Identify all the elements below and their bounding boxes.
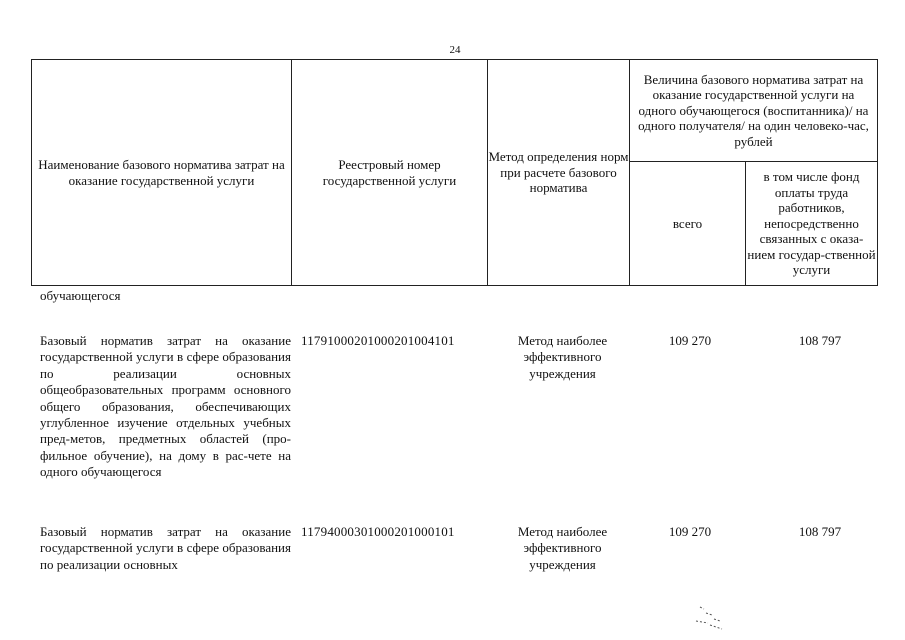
header-registry-column: Реестровый номер государственной услуги — [291, 59, 488, 286]
row-method: Метод наиболее эффективного учреждения — [517, 333, 608, 381]
row-total: 109 270 — [668, 524, 712, 539]
pen-mark-icon — [690, 603, 730, 633]
header-fund-column: в том числе фонд оплаты труда работников, непосредственно связанных с оказа-нием государ-ственной услуги — [745, 161, 878, 286]
row-name: Базовый норматив затрат на оказание государственной услуги в сфере образования по реализации основных общеобразовательных программ основного общего образования, обеспечивающих углубленное изучение отдельных учебных пред-метов, предметных областей (про-фильное обучение), на дому в рас-чете на одного обучающегося — [40, 333, 291, 480]
row-name: Базовый норматив затрат на оказание государственной услуги в сфере образования по реализации основных — [40, 524, 291, 572]
row-registry-code: 11794000301000201000101 — [301, 524, 455, 539]
row-registry-code: 11791000201000201004101 — [301, 333, 455, 348]
page-number: 24 — [449, 44, 461, 56]
row-fund: 108 797 — [798, 524, 842, 539]
row-total: 109 270 — [668, 333, 712, 348]
row-method: Метод наиболее эффективного учреждения — [517, 524, 608, 572]
header-method-column: Метод определения норм при расчете базового норматива — [487, 59, 630, 286]
header-name-column: Наименование базового норматива затрат на оказание государственной услуги — [31, 59, 292, 286]
row-fund: 108 797 — [798, 333, 842, 348]
header-total-column: всего — [629, 161, 746, 286]
continuation-text: обучающегося — [40, 288, 121, 303]
table-header — [31, 59, 878, 286]
header-value-group: Величина базового норматива затрат на оказание государственной услуги на одного обучающегося (воспитанника)/ на одного получателя/ на один человеко-час, рублей — [629, 59, 878, 162]
